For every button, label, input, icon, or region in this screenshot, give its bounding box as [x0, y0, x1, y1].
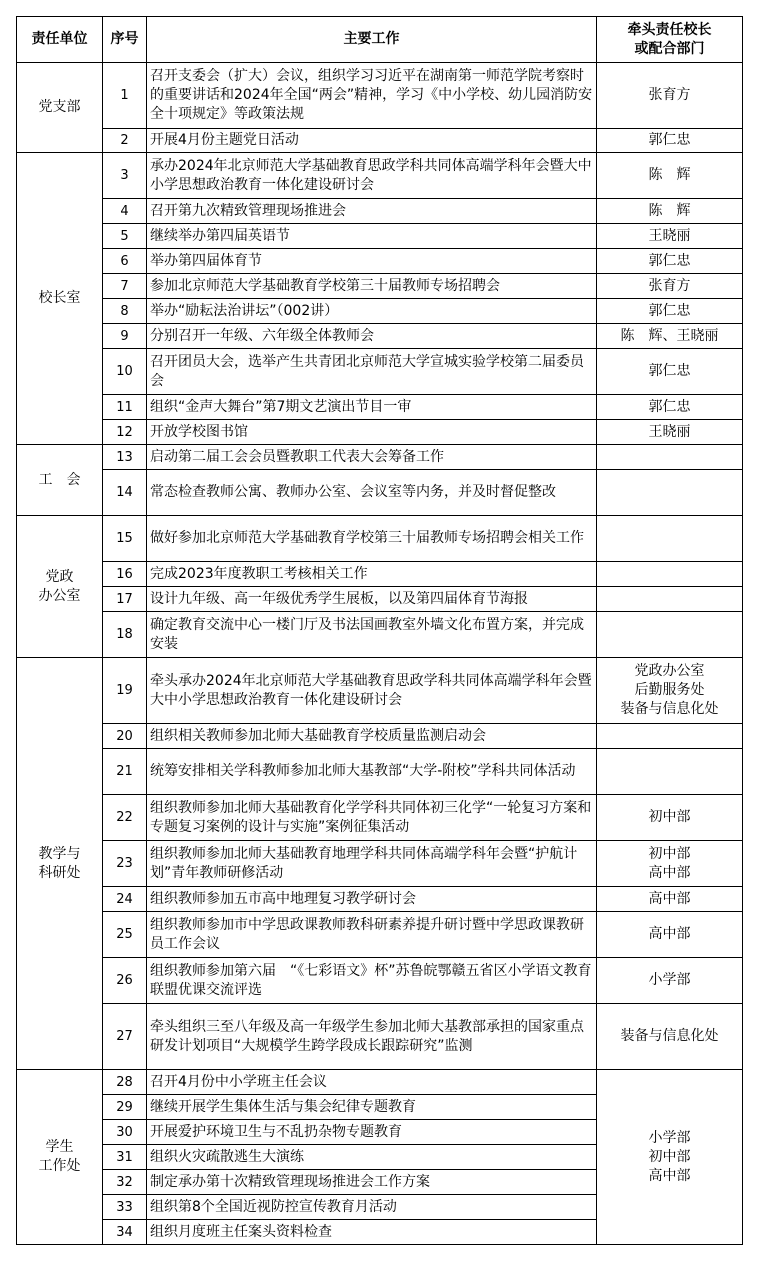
row-work: 做好参加北京师范大学基础教育学校第三十届教师专场招聘会相关工作 [147, 516, 597, 562]
row-lead: 陈 辉 [597, 199, 743, 224]
row-num: 10 [103, 349, 147, 395]
row-num: 20 [103, 724, 147, 749]
row-num: 26 [103, 958, 147, 1004]
row-num: 33 [103, 1195, 147, 1220]
row-lead [597, 612, 743, 658]
row-work: 设计九年级、高一年级优秀学生展板，以及第四届体育节海报 [147, 587, 597, 612]
row-work: 组织教师参加北师大基础教育地理学科共同体高端学科年会暨“护航计划”青年教师研修活动 [147, 841, 597, 887]
row-work: 开放学校图书馆 [147, 420, 597, 445]
row-lead: 张育方 [597, 274, 743, 299]
row-num: 12 [103, 420, 147, 445]
row-lead: 王晓丽 [597, 420, 743, 445]
row-num: 18 [103, 612, 147, 658]
table-row [17, 199, 743, 224]
row-num: 2 [103, 129, 147, 153]
table-row [17, 274, 743, 299]
table-row [17, 587, 743, 612]
row-num: 34 [103, 1220, 147, 1245]
unit-principal: 校长室 [17, 153, 103, 445]
row-lead [597, 562, 743, 587]
row-lead: 高中部 [597, 912, 743, 958]
row-num: 30 [103, 1120, 147, 1145]
row-work: 统筹安排相关学科教师参加北师大基教部“大学-附校”学科共同体活动 [147, 749, 597, 795]
table-row [17, 841, 743, 887]
row-work: 完成2023年度教职工考核相关工作 [147, 562, 597, 587]
row-lead [597, 470, 743, 516]
student-lead: 小学部 初中部 高中部 [597, 1070, 743, 1245]
row-lead: 陈 辉、王晓丽 [597, 324, 743, 349]
row-num: 28 [103, 1070, 147, 1095]
row-lead [597, 445, 743, 470]
row-work: 牵头承办2024年北京师范大学基础教育思政学科共同体高端学科年会暨大中小学思想政治教育一体化建设研讨会 [147, 658, 597, 724]
row-work: 组织“金声大舞台”第7期文艺演出节目一审 [147, 395, 597, 420]
row-num: 7 [103, 274, 147, 299]
row-num: 24 [103, 887, 147, 912]
unit-office: 党政 办公室 [17, 516, 103, 658]
row-num: 6 [103, 249, 147, 274]
row-work: 参加北京师范大学基础教育学校第三十届教师专场招聘会 [147, 274, 597, 299]
row-num: 3 [103, 153, 147, 199]
table-row [17, 470, 743, 516]
row-work: 开展4月份主题党日活动 [147, 129, 597, 153]
row-work: 牵头组织三至八年级及高一年级学生参加北师大基教部承担的国家重点研发计划项目“大规模学生跨学段成长跟踪研究”监测 [147, 1004, 597, 1070]
row-work: 召开第九次精致管理现场推进会 [147, 199, 597, 224]
table-row [17, 445, 743, 470]
row-work: 召开4月份中小学班主任会议 [147, 1070, 597, 1095]
row-work: 召开支委会（扩大）会议，组织学习习近平在湖南第一师范学院考察时的重要讲话和2024年全国“两会”精神，学习《中小学校、幼儿园消防安全十项规定》等政策法规 [147, 63, 597, 129]
row-num: 15 [103, 516, 147, 562]
table-row [17, 324, 743, 349]
row-lead: 郭仁忠 [597, 349, 743, 395]
row-num: 22 [103, 795, 147, 841]
row-num: 8 [103, 299, 147, 324]
row-num: 21 [103, 749, 147, 795]
table-row [17, 612, 743, 658]
table-row [17, 395, 743, 420]
row-lead: 初中部 高中部 [597, 841, 743, 887]
row-work: 组织教师参加五市高中地理复习教学研讨会 [147, 887, 597, 912]
row-work: 组织教师参加第六届 “《七彩语文》杯”苏鲁皖鄂赣五省区小学语文教育联盟优课交流评选 [147, 958, 597, 1004]
row-lead [597, 749, 743, 795]
unit-teaching: 教学与 科研处 [17, 658, 103, 1070]
row-work: 召开团员大会，选举产生共青团北京师范大学宣城实验学校第二届委员会 [147, 349, 597, 395]
table-row [17, 912, 743, 958]
row-num: 17 [103, 587, 147, 612]
row-num: 1 [103, 63, 147, 129]
row-work: 组织教师参加北师大基础教育化学学科共同体初三化学“一轮复习方案和专题复习案例的设计与实施”案例征集活动 [147, 795, 597, 841]
row-work: 组织教师参加市中学思政课教师教科研素养提升研讨暨中学思政课教研员工作会议 [147, 912, 597, 958]
row-num: 13 [103, 445, 147, 470]
work-plan-table [16, 16, 743, 1245]
row-lead: 郭仁忠 [597, 395, 743, 420]
row-num: 4 [103, 199, 147, 224]
row-num: 32 [103, 1170, 147, 1195]
row-work: 常态检查教师公寓、教师办公室、会议室等内务，并及时督促整改 [147, 470, 597, 516]
table-row [17, 724, 743, 749]
header-unit: 责任单位 [17, 17, 103, 63]
table-row [17, 516, 743, 562]
header-work: 主要工作 [147, 17, 597, 63]
header-num: 序号 [103, 17, 147, 63]
row-num: 11 [103, 395, 147, 420]
table-row [17, 562, 743, 587]
table-row [17, 1070, 743, 1095]
table-row [17, 349, 743, 395]
row-num: 31 [103, 1145, 147, 1170]
row-work: 继续举办第四届英语节 [147, 224, 597, 249]
row-lead: 初中部 [597, 795, 743, 841]
row-num: 23 [103, 841, 147, 887]
row-lead: 王晓丽 [597, 224, 743, 249]
table-row [17, 153, 743, 199]
row-lead: 高中部 [597, 887, 743, 912]
row-lead: 张育方 [597, 63, 743, 129]
unit-party: 党支部 [17, 63, 103, 153]
row-work: 开展爱护环境卫生与不乱扔杂物专题教育 [147, 1120, 597, 1145]
row-work: 承办2024年北京师范大学基础教育思政学科共同体高端学科年会暨大中小学思想政治教育一体化建设研讨会 [147, 153, 597, 199]
unit-union: 工 会 [17, 445, 103, 516]
row-num: 19 [103, 658, 147, 724]
row-num: 25 [103, 912, 147, 958]
row-num: 9 [103, 324, 147, 349]
header-row [17, 17, 743, 63]
row-num: 14 [103, 470, 147, 516]
row-work: 分别召开一年级、六年级全体教师会 [147, 324, 597, 349]
table-row [17, 658, 743, 724]
row-num: 5 [103, 224, 147, 249]
table-row [17, 1004, 743, 1070]
row-lead: 郭仁忠 [597, 129, 743, 153]
row-num: 16 [103, 562, 147, 587]
row-lead: 陈 辉 [597, 153, 743, 199]
table-row [17, 420, 743, 445]
table-row [17, 749, 743, 795]
row-lead: 小学部 [597, 958, 743, 1004]
row-work: 组织月度班主任案头资料检查 [147, 1220, 597, 1245]
table-row [17, 63, 743, 129]
row-lead: 党政办公室 后勤服务处 装备与信息化处 [597, 658, 743, 724]
row-lead [597, 516, 743, 562]
row-work: 确定教育交流中心一楼门厅及书法国画教室外墙文化布置方案，并完成安装 [147, 612, 597, 658]
header-lead: 牵头责任校长 或配合部门 [597, 17, 743, 63]
table-row [17, 299, 743, 324]
row-work: 继续开展学生集体生活与集会纪律专题教育 [147, 1095, 597, 1120]
row-work: 组织火灾疏散逃生大演练 [147, 1145, 597, 1170]
row-lead: 装备与信息化处 [597, 1004, 743, 1070]
row-work: 举办“励耘法治讲坛”（002讲） [147, 299, 597, 324]
table-row [17, 249, 743, 274]
row-num: 29 [103, 1095, 147, 1120]
table-row [17, 129, 743, 153]
row-lead [597, 724, 743, 749]
row-work: 组织相关教师参加北师大基础教育学校质量监测启动会 [147, 724, 597, 749]
table-row [17, 887, 743, 912]
row-lead: 郭仁忠 [597, 249, 743, 274]
table-row [17, 795, 743, 841]
table-row [17, 224, 743, 249]
table-row [17, 958, 743, 1004]
row-lead: 郭仁忠 [597, 299, 743, 324]
row-work: 举办第四届体育节 [147, 249, 597, 274]
row-work: 启动第二届工会会员暨教职工代表大会筹备工作 [147, 445, 597, 470]
row-work: 制定承办第十次精致管理现场推进会工作方案 [147, 1170, 597, 1195]
row-lead [597, 587, 743, 612]
row-num: 27 [103, 1004, 147, 1070]
unit-student: 学生 工作处 [17, 1070, 103, 1245]
row-work: 组织第8个全国近视防控宣传教育月活动 [147, 1195, 597, 1220]
